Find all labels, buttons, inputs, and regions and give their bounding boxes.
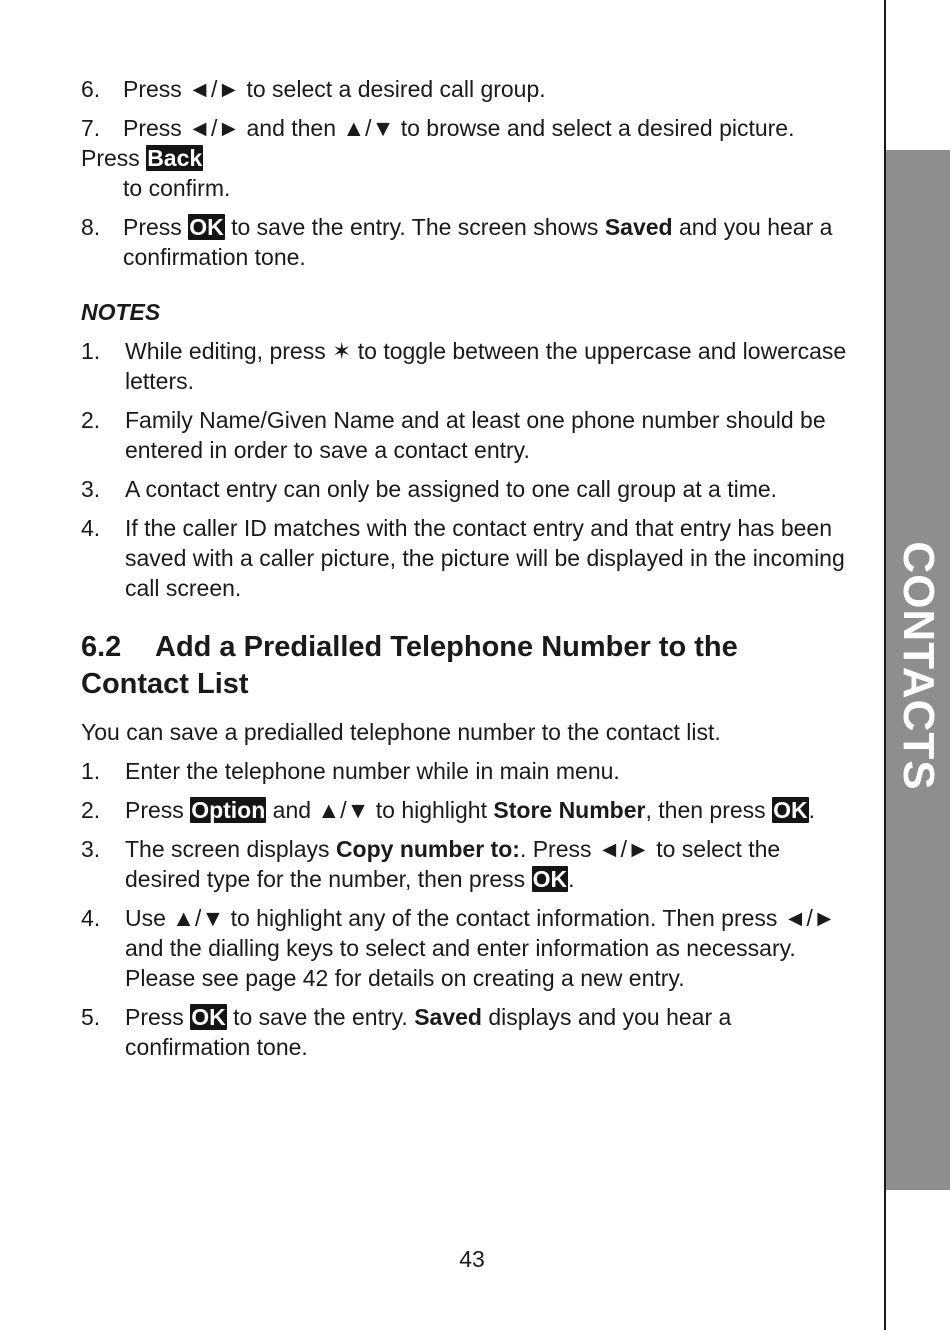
ok-key: OK: [773, 797, 808, 823]
section-heading: 6.2 Add a Predialled Telephone Number to the Contact List: [81, 631, 738, 700]
step-7: 7. Press ◄/► and then ▲/▼ to browse and select a desired picture. Press Back to confirm.: [81, 115, 795, 201]
note-item: 1. While editing, press ✶ to toggle between the uppercase and lowercase letters.: [81, 338, 847, 394]
step-8: 8. Press OK to save the entry. The screen shows Saved and you hear a confirmation tone.: [81, 214, 833, 270]
ok-key: OK: [532, 866, 568, 892]
note-item: 4. If the caller ID matches with the contact entry and that entry has been saved with a caller picture, the picture will be displayed in the incoming call screen.: [81, 515, 845, 601]
section-intro: You can save a predialled telephone number to the contact list.: [81, 719, 721, 745]
back-key: Back: [147, 145, 203, 171]
section-step-3: 3. The screen displays Copy number to:. Press ◄/► to select the desired type for the number, then press OK.: [81, 836, 781, 892]
section-step-2: 2. Press Option and ▲/▼ to highlight Store Number, then press OK.: [81, 797, 815, 823]
section-step-4: 4. Use ▲/▼ to highlight any of the contact information. Then press ◄/► and the dialling keys to select and enter information as necessary. Please see page 42 for details on creating a new entry.: [81, 905, 836, 991]
note-item: 2. Family Name/Given Name and at least one phone number should be entered in order to save a contact entry.: [81, 407, 826, 463]
section-step-5: 5. Press OK to save the entry. Saved displays and you hear a confirmation tone.: [81, 1004, 732, 1060]
note-item: 3. A contact entry can only be assigned to one call group at a time.: [81, 476, 778, 502]
ok-key: OK: [189, 214, 224, 240]
section-step-1: 1. Enter the telephone number while in main menu.: [81, 758, 620, 784]
step-6: 6. Press ◄/► to select a desired call group.: [81, 76, 546, 102]
page-number: 43: [459, 1246, 485, 1272]
page-content: [81, 74, 851, 1071]
ok-key: OK: [191, 1004, 226, 1030]
notes-heading: NOTES: [81, 299, 161, 325]
side-tab-label: CONTACTS: [894, 541, 943, 791]
option-key: Option: [191, 797, 266, 823]
star-key-icon: ✶: [332, 338, 352, 364]
